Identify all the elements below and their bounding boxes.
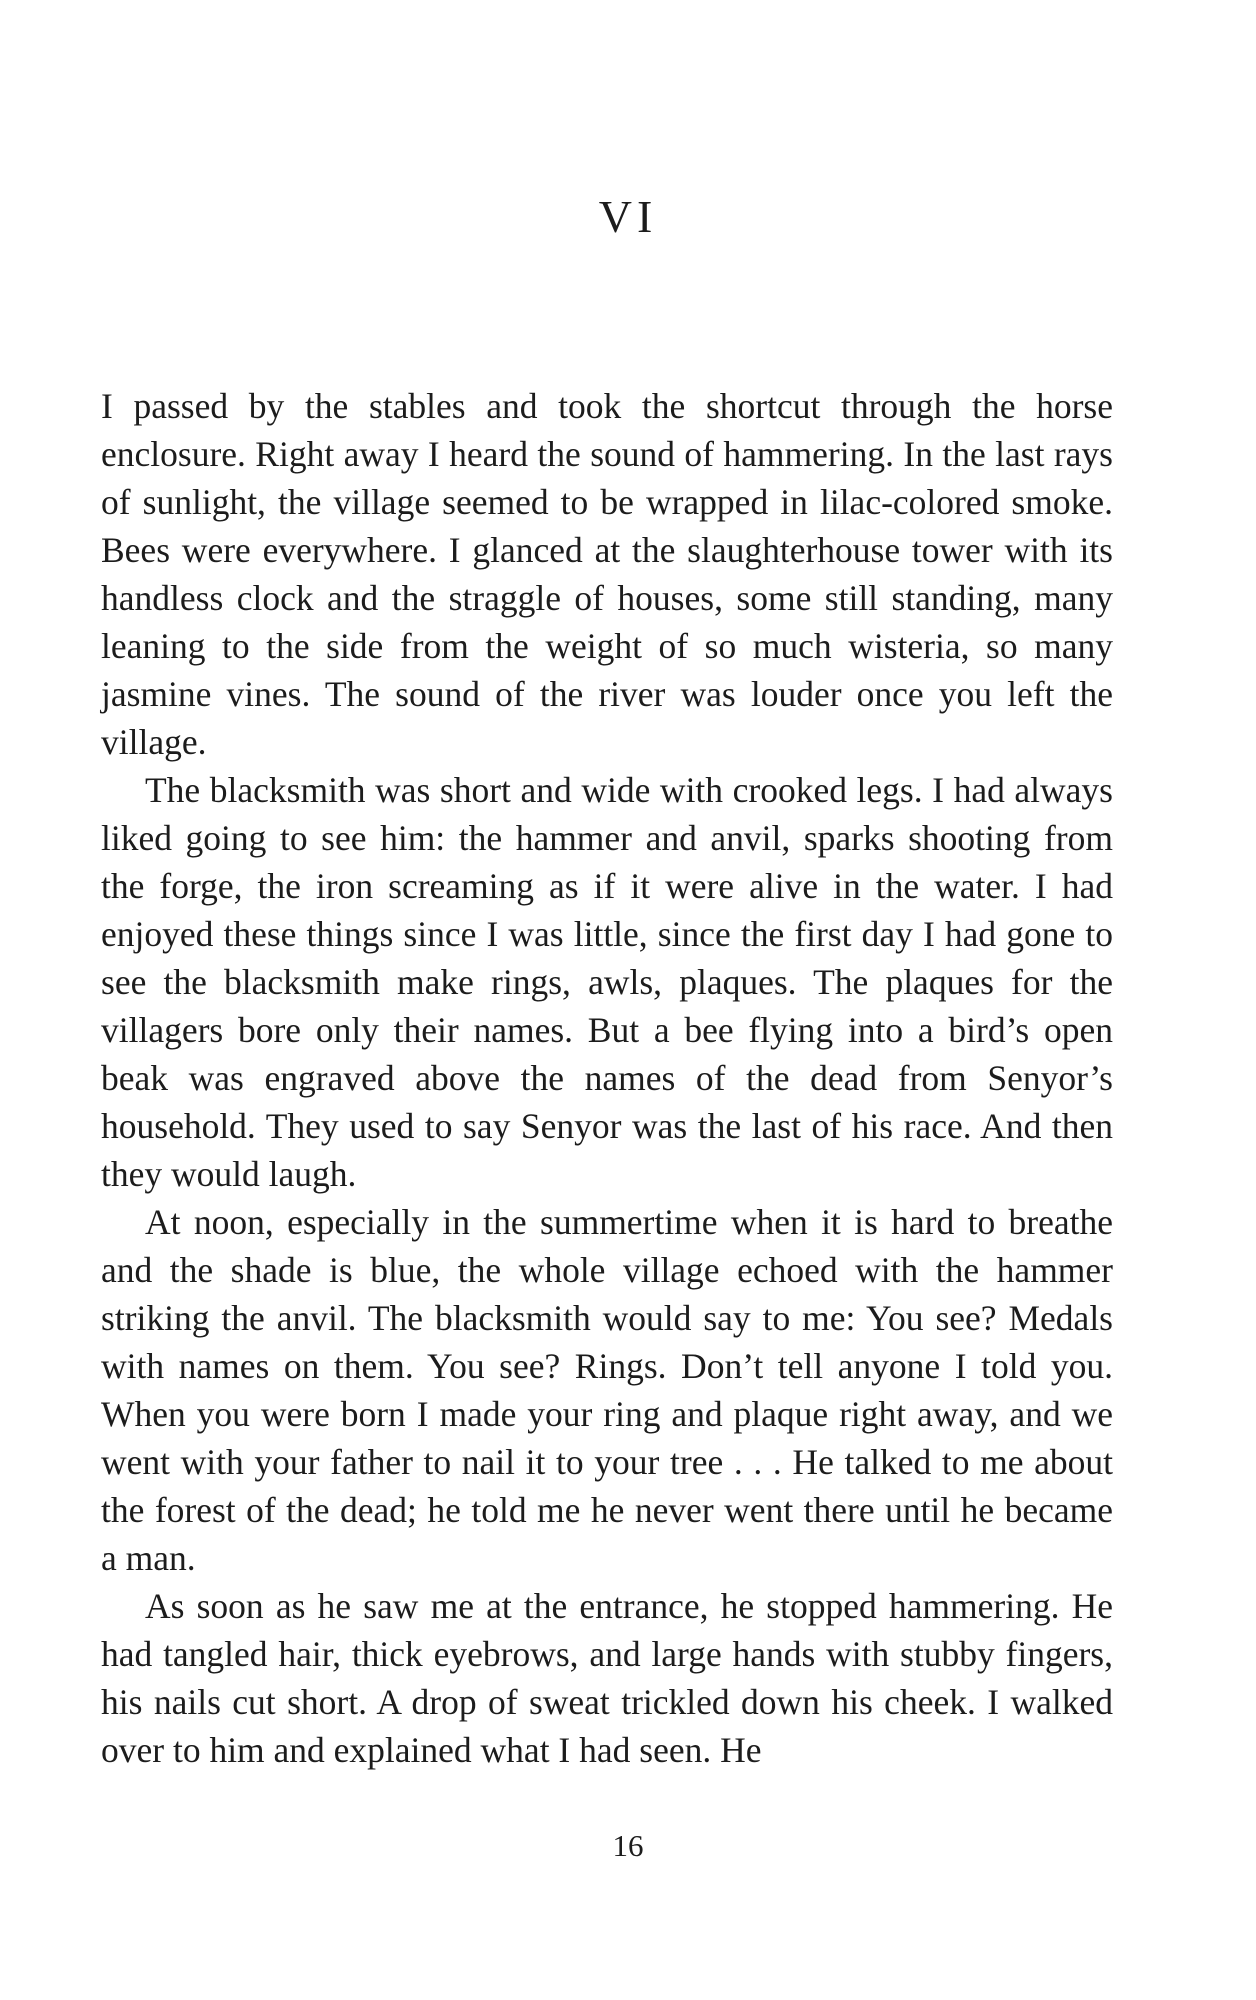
body-text	[101, 382, 1113, 1774]
paragraph-2: The blacksmith was short and wide with crooked legs. I had always liked going to see him: the hammer and anvil, sparks shooting from the forge, the iron screaming as if it were alive in the water. I had enjoyed these things since I was little, since the first day I had gone to see the blacksmith make rings, awls, plaques. The plaques for the villagers bore only their names. But a bee flying into a bird’s open beak was engraved above the names of the dead from Senyor’s household. They used to say Senyor was the last of his race. And then they would laugh.	[101, 770, 1113, 1194]
page-number: 16	[612, 1828, 644, 1863]
paragraph-3: At noon, especially in the summertime when it is hard to breathe and the shade is blue, the whole village echoed with the hammer striking the anvil. The blacksmith would say to me: You see? Medals with names on them. You see? Rings. Don’t tell anyone I told you. When you were born I made your ring and plaque right away, and we went with your father to nail it to your tree . . . He talked to me about the forest of the dead; he told me he never went there until he became a man.	[101, 1202, 1113, 1578]
chapter-heading: VI	[598, 191, 658, 242]
paragraph-4: As soon as he saw me at the entrance, he stopped hammering. He had tangled hair, thick eyebrows, and large hands with stubby fingers, his nails cut short. A drop of sweat trickled down his cheek. I walked over to him and explained what I had seen. He	[101, 1586, 1113, 1770]
paragraph-1: I passed by the stables and took the shortcut through the horse enclosure. Right away I heard the sound of hammering. In the last rays of sunlight, the village seemed to be wrapped in lilac-colored smoke. Bees were everywhere. I glanced at the slaughterhouse tower with its handless clock and the straggle of houses, some still standing, many leaning to the side from the weight of so much wisteria, so many jasmine vines. The sound of the river was louder once you left the village.	[101, 386, 1113, 762]
